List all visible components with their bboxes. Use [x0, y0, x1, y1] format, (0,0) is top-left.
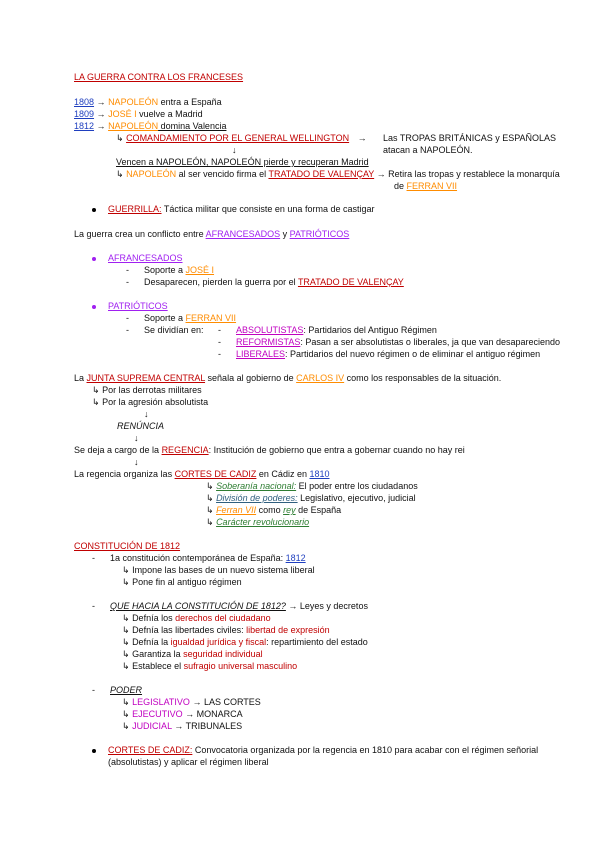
cortes-term: CORTES DE CADIZ:	[108, 745, 193, 755]
cortes-term: CORTES DE CADIZ	[174, 469, 257, 479]
hook-arrow-icon: ↳	[116, 133, 124, 143]
hook-arrow-icon: ↳	[122, 613, 130, 623]
tropas-line-1: Las TROPAS BRITÁNICAS y ESPAÑOLAS	[383, 133, 557, 143]
reformistas-def: : Pasan a ser absolutistas o liberales, ja que van desapareciendo	[300, 337, 561, 347]
renuncia-text: RENÚNCIA	[117, 421, 165, 431]
garantiza-text: Garantiza la	[132, 649, 184, 659]
derechos-text: derechos del ciudadano	[175, 613, 271, 623]
liberales-item	[218, 349, 540, 360]
carlos-text: CARLOS IV	[296, 373, 345, 383]
arrow-right-icon: →	[376, 169, 386, 179]
patrioticos-soporte	[126, 313, 236, 324]
dash-icon: -	[92, 601, 95, 611]
napoleon-text: NAPOLEÓN	[126, 169, 177, 179]
senala-text: señala al gobierno de	[205, 373, 297, 383]
regencia-def: : Institución de gobierno que entra a gobernar cuando no hay rei	[208, 445, 465, 455]
legislativo-term: LEGISLATIVO	[132, 697, 190, 707]
que-hacia-text: QUE HACIA LA CONSTITUCIÓN DE 1812?	[110, 601, 286, 611]
dash-icon: -	[126, 325, 129, 335]
afrancesados-link: AFRANCESADOS	[205, 229, 281, 239]
agresion-line	[92, 397, 208, 408]
reformistas-term: REFORMISTAS	[236, 337, 301, 347]
firma-text: al ser vencido firma el	[176, 169, 269, 179]
arrow-down-icon: ↓	[134, 457, 139, 467]
que-hacia-heading	[92, 601, 368, 612]
page-title: LA GUERRA CONTRA LOS FRANCESES	[74, 72, 244, 82]
bullet-icon	[92, 257, 96, 261]
dash-icon: -	[126, 277, 129, 287]
ejecutivo-item	[122, 709, 243, 720]
junta-term: JUNTA SUPREMA CENTRAL	[86, 373, 206, 383]
absolutistas-term: ABSOLUTISTAS	[236, 325, 304, 335]
dash-icon: -	[126, 265, 129, 275]
hook-arrow-icon: ↳	[122, 721, 130, 731]
reformistas-item	[218, 337, 560, 348]
guerrilla-def: Táctica militar que consiste en una forma de castigar	[161, 204, 375, 214]
arrow-right-icon: →	[96, 109, 106, 119]
absolutistas-item	[218, 325, 437, 336]
judicial-value: TRIBUNALES	[183, 721, 243, 731]
timeline-1812	[74, 121, 226, 132]
regencia-line	[74, 445, 465, 456]
establece-text: Establece el	[132, 661, 184, 671]
de-text: de	[394, 181, 407, 191]
sufragio-item	[122, 661, 297, 672]
arrow-down-icon: ↓	[134, 433, 139, 443]
definia-text: Defnía la	[132, 637, 171, 647]
arrow-right-icon: →	[192, 697, 202, 707]
jose-text: JOSÉ I	[185, 265, 215, 275]
soberania-item	[206, 481, 418, 492]
jose-text: JOSÉ I	[108, 109, 137, 119]
hook-arrow-icon: ↳	[116, 169, 124, 179]
impone-text: Impone las bases de un nuevo sistema liberal	[132, 565, 315, 575]
legislativo-item	[122, 697, 261, 708]
napoleon-firma-line	[116, 169, 560, 180]
soporte-text: Soporte a	[144, 265, 186, 275]
arrow-down-icon: ↓	[232, 145, 237, 155]
absolutistas-def: : Partidarios del Antiguo Régimen	[303, 325, 437, 335]
libertades-item	[122, 625, 330, 636]
soberania-def: El poder entre los ciudadanos	[296, 481, 418, 491]
regencia-term: REGENCIA	[161, 445, 209, 455]
primera-constitucion	[92, 553, 306, 564]
agresion-text: Por la agresión absolutista	[102, 397, 209, 407]
soberania-term: Soberanía nacional:	[216, 481, 297, 491]
division-item	[206, 493, 416, 504]
event-text: domina Valencia	[158, 121, 227, 131]
rey-text: rey	[283, 505, 296, 515]
year-1809: 1809	[74, 109, 95, 119]
bullet-icon	[92, 749, 96, 753]
liberales-term: LIBERALES	[236, 349, 286, 359]
repartimiento-text: : repartimiento del estado	[266, 637, 368, 647]
napoleon-text: NAPOLEÓN	[108, 121, 159, 131]
hook-arrow-icon: ↳	[206, 517, 214, 527]
poder-heading	[92, 685, 142, 696]
conflicto-line	[74, 229, 349, 240]
afrancesados-title: AFRANCESADOS	[108, 253, 183, 263]
en-text: en Cádiz en	[256, 469, 310, 479]
hook-arrow-icon: ↳	[122, 697, 130, 707]
dash-icon: -	[92, 553, 95, 563]
pone-fin-item	[122, 577, 242, 588]
libertad-text: libertad de expresión	[246, 625, 330, 635]
bullet-icon	[92, 305, 96, 309]
soporte-text: Soporte a	[144, 313, 186, 323]
arrow-down-icon: ↓	[144, 409, 149, 419]
hook-arrow-icon: ↳	[122, 649, 130, 659]
dash-icon: -	[92, 685, 95, 695]
poder-text: PODER	[110, 685, 143, 695]
pone-fin-text: Pone fin al antiguo régimen	[132, 577, 242, 587]
organiza-text: La regencia organiza las	[74, 469, 175, 479]
timeline-1809	[74, 109, 203, 120]
caracter-item	[206, 517, 309, 528]
igualdad-item	[122, 637, 368, 648]
leyes-text: Leyes y decretos	[297, 601, 368, 611]
junta-line	[74, 373, 501, 384]
hook-arrow-icon: ↳	[122, 577, 130, 587]
bullet-icon	[92, 208, 96, 212]
year-1812: 1812	[74, 121, 95, 131]
tropas-line-2: atacan a NAPOLEÓN.	[383, 145, 473, 155]
derechos-item	[122, 613, 271, 624]
como-text: como	[256, 505, 284, 515]
arrow-right-icon: →	[185, 709, 195, 719]
napoleon-text: NAPOLEÓN	[108, 97, 159, 107]
desaparecen-text: Desaparecen, pierden la guerra por el	[144, 277, 298, 287]
arrow-right-icon: →	[288, 601, 298, 611]
afrancesados-desaparecen	[126, 277, 404, 288]
guerrilla-item	[92, 204, 374, 215]
arrow-right-icon: →	[174, 721, 184, 731]
year-1810: 1810	[309, 469, 330, 479]
timeline-1808	[74, 97, 222, 108]
derrotas-line	[92, 385, 202, 396]
deja-text: Se deja a cargo de la	[74, 445, 162, 455]
hook-arrow-icon: ↳	[122, 625, 130, 635]
dash-icon: -	[218, 349, 221, 359]
primera-text: 1a constitución contemporánea de España:	[110, 553, 286, 563]
vencen-text: Vencen a NAPOLEÓN, NAPOLEÓN pierde y recuperan Madrid	[116, 157, 369, 167]
comandamiento-line	[116, 133, 367, 144]
judicial-term: JUDICIAL	[132, 721, 172, 731]
cortes-cadiz-item	[92, 745, 538, 756]
seguridad-text: seguridad individual	[183, 649, 263, 659]
year-1808: 1808	[74, 97, 95, 107]
judicial-item	[122, 721, 242, 732]
afrancesados-soporte	[126, 265, 214, 276]
constitucion-title: CONSTITUCIÓN DE 1812	[74, 541, 181, 551]
division-term: División de poderes:	[216, 493, 298, 503]
impone-item	[122, 565, 315, 576]
patrioticos-link: PATRIÓTICOS	[289, 229, 350, 239]
hook-arrow-icon: ↳	[122, 565, 130, 575]
ferran-text: FERRAN VII	[406, 181, 458, 191]
event-text: vuelve a Madrid	[136, 109, 203, 119]
dash-icon: -	[126, 313, 129, 323]
definia-text: Defnía las libertades civiles:	[132, 625, 247, 635]
la-text: La	[74, 373, 87, 383]
retira-text: Retira las tropas y restablece la monarquía	[385, 169, 560, 179]
arrow-right-icon: →	[96, 97, 106, 107]
responsables-text: como los responsables de la situación.	[344, 373, 502, 383]
seguridad-item	[122, 649, 263, 660]
year-1812: 1812	[285, 553, 306, 563]
hook-arrow-icon: ↳	[92, 385, 100, 395]
cortes-def: Convocatoria organizada por la regencia en 1810 para acabar con el régimen señorial	[192, 745, 539, 755]
patrioticos-title: PATRIÓTICOS	[108, 301, 168, 311]
event-text: entra a España	[158, 97, 222, 107]
conflicto-text: La guerra crea un conflicto entre	[74, 229, 206, 239]
afrancesados-heading	[92, 253, 183, 264]
division-def: Legislativo, ejecutivo, judicial	[297, 493, 416, 503]
ferran-text: FERRAN VII	[185, 313, 237, 323]
hook-arrow-icon: ↳	[122, 709, 130, 719]
ferran-text: Ferran VII	[216, 505, 257, 515]
dash-icon: -	[218, 325, 221, 335]
patrioticos-dividen	[126, 325, 204, 336]
caracter-term: Carácter revolucionario	[216, 517, 310, 527]
tratado-text: TRATADO DE VALENÇAY	[268, 169, 375, 179]
sufragio-text: sufragio universal masculino	[183, 661, 298, 671]
hook-arrow-icon: ↳	[122, 661, 130, 671]
hook-arrow-icon: ↳	[206, 481, 214, 491]
espana-text: de España	[295, 505, 342, 515]
igualdad-text: igualdad jurídica y fiscal	[170, 637, 267, 647]
legislativo-value: LAS CORTES	[201, 697, 261, 707]
dividen-text: Se dividían en:	[144, 325, 204, 335]
hook-arrow-icon: ↳	[206, 505, 214, 515]
dash-icon: -	[218, 337, 221, 347]
arrow-right-icon: →	[96, 121, 106, 131]
derrotas-text: Por las derrotas militares	[102, 385, 202, 395]
hook-arrow-icon: ↳	[206, 493, 214, 503]
hook-arrow-icon: ↳	[122, 637, 130, 647]
cortes-line	[74, 469, 330, 480]
hook-arrow-icon: ↳	[92, 397, 100, 407]
patrioticos-heading	[92, 301, 168, 312]
comandamiento-text: COMANDAMIENTO POR EL GENERAL WELLINGTON	[126, 133, 350, 143]
guerrilla-term: GUERRILLA:	[108, 204, 162, 214]
ferran-rey-item	[206, 505, 341, 516]
and-text: y	[280, 229, 290, 239]
definia-text: Defnía los	[132, 613, 176, 623]
cortes-def-cont: (absolutistas) y aplicar el régimen liberal	[108, 757, 269, 767]
ejecutivo-value: MONARCA	[194, 709, 243, 719]
liberales-def: : Partidarios del nuevo régimen o de eliminar el antiguo régimen	[285, 349, 541, 359]
arrow-right-icon: →	[357, 133, 367, 143]
ejecutivo-term: EJECUTIVO	[132, 709, 183, 719]
tratado-text: TRATADO DE VALENÇAY	[297, 277, 404, 287]
ferran-line	[394, 181, 457, 192]
